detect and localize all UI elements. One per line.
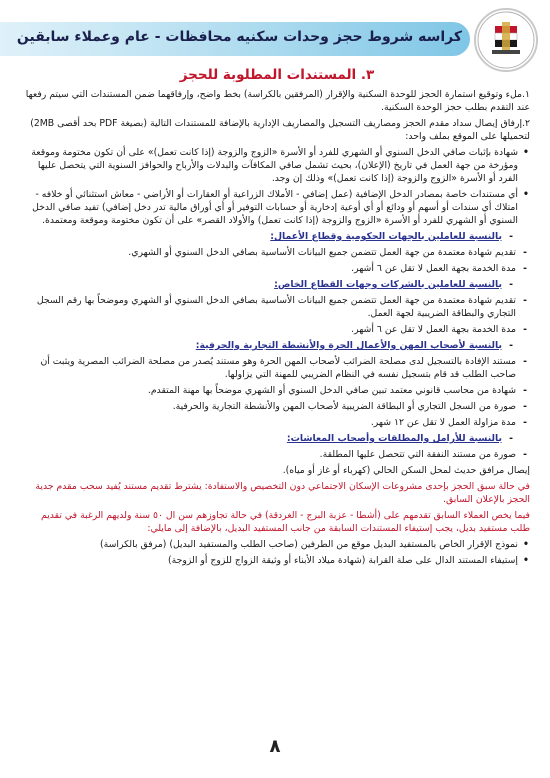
section-title: ٣. المستندات المطلوبة للحجز xyxy=(179,67,375,83)
ministry-logo xyxy=(474,8,538,72)
logo-emblem-icon xyxy=(476,10,536,70)
bullet-kinship-document: • إستيفاء المستند الدال على صلة القرابة (شهادة ميلاد الأبناء أو وثيقة الزواج للزوج أو الزوجة) xyxy=(24,554,530,567)
subhead-private-sector: - بالنسبة للعاملين بالشركات وجهات القطاع الخاص: xyxy=(24,278,516,291)
subhead-freelancers: - بالنسبة لأصحاب المهن والأعمال الحرة والأنشطة التجارية والحرفية: xyxy=(24,339,516,352)
prior-booking-note: في حالة سبق الحجز بإحدى مشروعات الإسكان الاجتماعي دون التخصيص والاستفادة: يشترط تقديم مستند يُفيد سحب مقدم جدية الحجز بالإعلان السابق. xyxy=(35,481,530,505)
list-item: - مدة الخدمة بجهة العمل لا تقل عن ٦ أشهر. xyxy=(24,262,530,275)
list-item: - مدة الخدمة بجهة العمل لا تقل عن ٦ أشهر. xyxy=(24,323,530,336)
bullet-income-certificate: • شهادة بإثبات صافي الدخل السنوي أو الشهري للفرد أو الأسرة «الزوج والزوجة (إذا كانت تعمل)» على أن تكون مختومة وموقعة ومؤرخة من جهة العمل في تاريخ (الإعلان)، بحيث تشمل صافي المكافآت والبدلات والأرباح والحوافز السنوية التي يتحصل عليها الفرد أو الأسرة «الزوج والزوجة (إذا كانت تعمل)» وذلك إن وجد. xyxy=(24,146,530,185)
utility-receipt-note: إيصال مرافق حديث لمحل السكن الحالي (كهرباء أو غاز أو مياه). xyxy=(282,465,530,476)
list-item: - شهادة من محاسب قانوني معتمد تبين صافي الدخل السنوي أو الشهري موضحاً بها مهنة المتقدم. xyxy=(24,384,530,397)
list-item: - تقديم شهادة معتمدة من جهة العمل تتضمن جميع البيانات الأساسية بصافي الدخل السنوي أو الشهري وموضحاً بها رقم السجل التجاري والبطاقة الضريبية لجهة العمل. xyxy=(24,294,530,320)
page-number: ٨ xyxy=(269,736,281,757)
document-header-title: كراسه شروط حجز وحدات سكنيه محافظات - عام وعملاء سابقين xyxy=(16,29,462,45)
numbered-item-1: ١.ملء وتوقيع استمارة الحجز للوحدة السكنية والإقرار (المرفقين بالكراسة) بخط واضح، وإرفاقهما ضمن المستندات التي سيتم رفعها عند التقدم بطلب حجز الوحدة السكنية. xyxy=(25,89,530,113)
bullet-extra-income: • أي مستندات خاصة بمصادر الدخل الإضافية (عمل إضافي - الأملاك الزراعية أو العقارات أو الأراضي - معاش استثنائي أو خلافه - امتلاك أي سندات أو أسهم أو ودائع أو أي أوعية إدخارية أو حسابات التوفير أو أي أوراق مالية تدر دخل إضافي) تفيد صافي الدخل السنوي أو الشهري للفرد أو الأسرة «الزوج والزوجة (إذا كانت تعمل) والأولاد القصر» على أن تكون مختومة وموقعة ومعتمدة. xyxy=(24,188,530,227)
list-item: - تقديم شهادة معتمدة من جهة العمل تتضمن جميع البيانات الأساسية بصافي الدخل السنوي أو الشهري. xyxy=(24,246,530,259)
list-item: - مدة مزاولة العمل لا تقل عن ١٢ شهر. xyxy=(24,416,530,429)
alternate-beneficiary-note: فيما يخص العملاء السابق تقدمهم على (أشطا - عزبة البرج - الغردقة) في حالة تجاوزهم سن ال ٥٠ سنة ولديهم الرغبة في تقديم طلب مستفيد بديل، يجب إستيفاء المستندات السابقة من جانب المستفيد البديل، بالإضافة إلى مايلي: xyxy=(41,510,530,534)
numbered-item-2: ٢.إرفاق إيصال سداد مقدم الحجز ومصاريف التسجيل والمصاريف الإدارية بالإضافة للمستندات التالية (بصيغة PDF بحد أقصى 2MB) لتحميلها على الموقع بملف واحد: xyxy=(30,118,530,142)
bullet-beneficiary-form: • نموذج الإقرار الخاص بالمستفيد البديل موقع من الطرفين (صاحب الطلب والمستفيد البديل) (مرفق بالكراسة) xyxy=(24,538,530,551)
subhead-widows-pensioners: - بالنسبة للأرامل والمطلقات وأصحاب المعاشات: xyxy=(24,432,516,445)
document-body xyxy=(24,66,530,570)
list-item: - مستند الإفادة بالتسجيل لدى مصلحة الضرائب لأصحاب المهن الحرة وهو مستند يُصدر من مصلحة الضرائب المصرية ويثبت أن صاحب الطلب قد قام بتسجيل نفسه في النظام الضريبي للمهنة التي يزاولها. xyxy=(24,355,530,381)
subhead-government-employees: - بالنسبة للعاملين بالجهات الحكومية وقطاع الأعمال: xyxy=(24,230,516,243)
list-item: - صورة من السجل التجاري أو البطاقة الضريبية لأصحاب المهن والأنشطة التجارية والحرفية. xyxy=(24,400,530,413)
list-item: - صورة من مستند النفقة التي تتحصل عليها المطلقة. xyxy=(24,448,530,461)
